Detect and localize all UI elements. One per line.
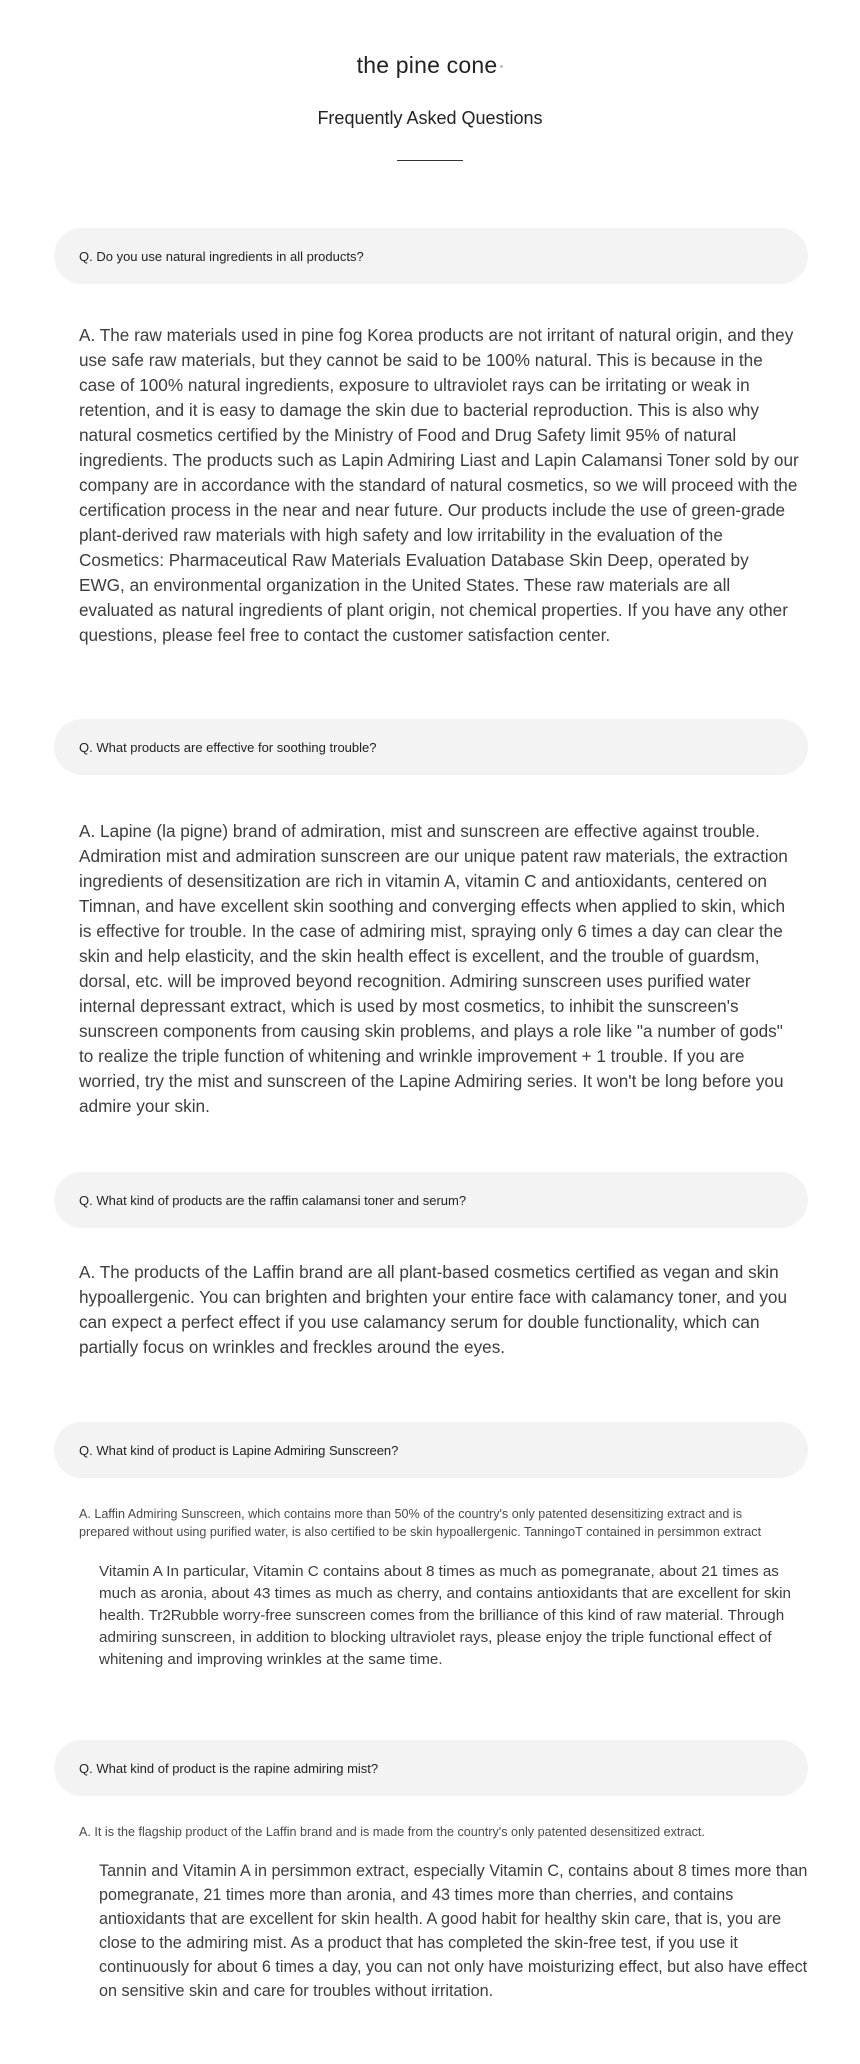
brand-name: the pine cone: [356, 52, 498, 78]
faq-item: [0, 1422, 860, 1671]
brand-dot-icon: [500, 65, 503, 68]
faq-question[interactable]: [54, 228, 808, 284]
faq-answer: A. Lapine (la pigne) brand of admiration, mist and sunscreen are effective against trouble. Admiration mist and admiration sunscreen are our unique patent raw materials, the extraction ingredients of desensitization are rich in vitamin A, vitamin C and antioxidants, centered on Timnan, and have excellent skin soothing and converging effects when applied to skin, which is effective for trouble. In the case of admiring mist, spraying only 6 times a day can clear the skin and help elasticity, and the skin health effect is excellent, and the trouble of guardsm, dorsal, etc. will be improved beyond recognition. Admiring sunscreen uses purified water internal depressant extract, which is used by most cosmetics, to inhibit the sunscreen's sunscreen components from causing skin problems, and plays a role like "a number of gods" to realize the triple function of whitening and wrinkle improvement + 1 trouble. If you are worried, try the mist and sunscreen of the Lapine Admiring series. It won't be long before you admire your skin.: [79, 821, 788, 1116]
faq-answer-continued: Tannin and Vitamin A in persimmon extract, especially Vitamin C, contains about 8 times more than pomegranate, 21 times more than aronia, and 43 times more than cherries, and contains antioxidants that are excellent for skin health. A good habit for healthy skin care, that is, you are close to the admiring mist. As a product that has completed the skin-free test, if you use it continuously for about 6 times a day, you can not only have moisturizing effect, but also have effect on sensitive skin and care for troubles without irritation.: [99, 1862, 808, 2000]
faq-answer: A. It is the flagship product of the Laffin brand and is made from the country's only patented desensitized extract.: [79, 1825, 705, 1839]
page-header: [0, 0, 860, 161]
faq-question[interactable]: [54, 1740, 808, 1796]
faq-item: [0, 228, 860, 648]
faq-question[interactable]: [54, 719, 808, 775]
faq-item: [0, 1740, 860, 2003]
faq-question[interactable]: [54, 1422, 808, 1478]
faq-answer: A. The raw materials used in pine fog Korea products are not irritant of natural origin, and they use safe raw materials, but they cannot be said to be 100% natural. This is because in the case of 100% natural ingredients, exposure to ultraviolet rays can be irritating or weak in retention, and it is easy to damage the skin due to bacterial reproduction. This is also why natural cosmetics certified by the Ministry of Food and Drug Safety limit 95% of natural ingredients. The products such as Lapin Admiring Liast and Lapin Calamansi Toner sold by our company are in accordance with the standard of natural cosmetics, so we will proceed with the certification process in the near and near future. Our products include the use of green-grade plant-derived raw materials with high safety and low irritability in the evaluation of the Cosmetics: Pharmaceutical Raw Materials Evaluation Database Skin Deep, operated by EWG, an environmental organization in the United States. These raw materials are all evaluated as natural ingredients of plant origin, not chemical properties. If you have any other questions, please feel free to contact the customer satisfaction center.: [79, 325, 799, 645]
faq-item: [0, 1172, 860, 1360]
faq-question-text: Q. Do you use natural ingredients in all products?: [79, 248, 364, 264]
faq-question-text: Q. What kind of product is the rapine admiring mist?: [79, 1760, 379, 1776]
faq-item: [0, 719, 860, 1119]
faq-answer: A. The products of the Laffin brand are all plant-based cosmetics certified as vegan and skin hypoallergenic. You can brighten and brighten your entire face with calamancy toner, and you can expect a perfect effect if you use calamancy serum for double functionality, which can partially focus on wrinkles and freckles around the eyes.: [79, 1262, 788, 1357]
title-divider: [397, 160, 463, 161]
faq-question-text: Q. What kind of products are the raffin calamansi toner and serum?: [79, 1192, 467, 1208]
faq-question-text: Q. What products are effective for soothing trouble?: [79, 739, 377, 755]
faq-answer: A. Laffin Admiring Sunscreen, which contains more than 50% of the country's only patented desensitizing extract and is prepared without using purified water, is also certified to be skin hypoallergenic. TanningoT contained in persimmon extract: [79, 1507, 762, 1539]
faq-question-text: Q. What kind of product is Lapine Admiring Sunscreen?: [79, 1442, 399, 1458]
faq-question[interactable]: [54, 1172, 808, 1228]
page-title: Frequently Asked Questions: [317, 108, 543, 128]
faq-answer-continued: Vitamin A In particular, Vitamin C contains about 8 times as much as pomegranate, about 21 times as much as aronia, about 43 times as much as cherry, and contains antioxidants that are excellent for skin health. Tr2Rubble worry-free sunscreen comes from the brilliance of this kind of raw material. Through admiring sunscreen, in addition to blocking ultraviolet rays, please enjoy the triple functional effect of whitening and improving wrinkles at the same time.: [99, 1563, 791, 1668]
brand-logo[interactable]: [0, 50, 860, 80]
